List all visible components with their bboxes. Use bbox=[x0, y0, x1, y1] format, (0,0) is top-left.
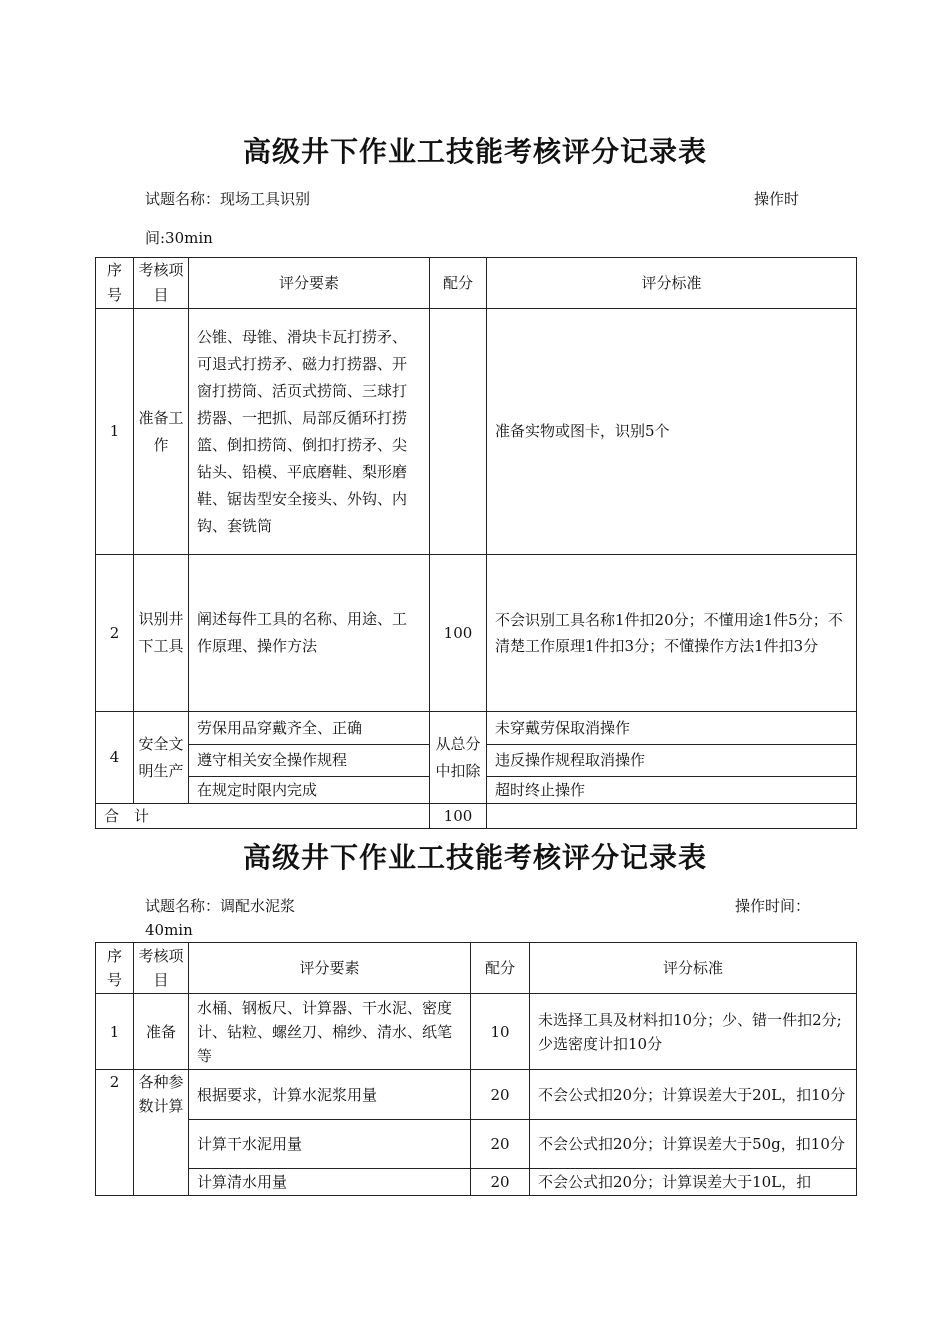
header-criteria: 评分标准 bbox=[530, 943, 857, 994]
row-score: 20 bbox=[471, 1120, 530, 1169]
doc2-score-table bbox=[95, 942, 857, 1196]
row-criteria: 未选择工具及材料扣10分；少、错一件扣2分;少选密度计扣10分 bbox=[530, 994, 857, 1070]
row-elements: 在规定时限内完成 bbox=[189, 777, 430, 804]
row-score: 从总分中扣除 bbox=[430, 712, 487, 804]
header-score: 配分 bbox=[430, 258, 487, 309]
table-row bbox=[96, 555, 857, 712]
header-elements: 评分要素 bbox=[189, 258, 430, 309]
row-elements: 水桶、钢板尺、计算器、干水泥、密度计、钻粒、螺丝刀、棉纱、清水、纸笔等 bbox=[189, 994, 471, 1070]
doc2-time-value: 40min bbox=[145, 921, 193, 939]
row-criteria: 不会识别工具名称1件扣20分；不懂用途1件5分；不清楚工作原理1件扣3分；不懂操作方法1件扣3分 bbox=[487, 555, 857, 712]
row-no: 2 bbox=[96, 555, 134, 712]
header-score: 配分 bbox=[471, 943, 530, 994]
row-criteria: 准备实物或图卡，识别5个 bbox=[487, 309, 857, 555]
row-item: 识别井下工具 bbox=[134, 555, 189, 712]
header-item: 考核项目 bbox=[134, 258, 189, 309]
row-elements: 计算干水泥用量 bbox=[189, 1120, 471, 1169]
total-score: 100 bbox=[430, 804, 487, 829]
row-criteria: 不会公式扣20分；计算误差大于50g，扣10分 bbox=[530, 1120, 857, 1169]
doc2-title: 高级井下作业工技能考核评分记录表 bbox=[242, 841, 707, 874]
doc1-time-label: 操作时 bbox=[754, 190, 800, 208]
row-elements: 计算清水用量 bbox=[189, 1169, 471, 1196]
doc1-score-table bbox=[95, 257, 857, 829]
row-elements: 根据要求，计算水泥浆用量 bbox=[189, 1070, 471, 1120]
row-criteria: 不会公式扣20分；计算误差大于10L，扣 bbox=[530, 1169, 857, 1196]
header-no: 序号 bbox=[96, 943, 134, 994]
row-elements: 劳保用品穿戴齐全、正确 bbox=[189, 712, 430, 745]
row-no: 1 bbox=[96, 309, 134, 555]
table-row bbox=[96, 712, 857, 745]
header-item: 考核项目 bbox=[134, 943, 189, 994]
row-item: 各种参数计算 bbox=[134, 1070, 189, 1196]
table-row bbox=[96, 309, 857, 555]
row-score: 100 bbox=[430, 555, 487, 712]
header-no: 序号 bbox=[96, 258, 134, 309]
row-no: 1 bbox=[96, 994, 134, 1070]
row-score bbox=[430, 309, 487, 555]
doc1-subject: 试题名称：现场工具识别 bbox=[145, 190, 311, 208]
row-item: 准备工作 bbox=[134, 309, 189, 555]
header-elements: 评分要素 bbox=[189, 943, 471, 994]
row-elements: 公锥、母锥、滑块卡瓦打捞矛、可退式打捞矛、磁力打捞器、开窗打捞筒、活页式捞筒、三球打捞器、一把抓、局部反循环打捞篮、倒扣捞筒、倒扣打捞矛、尖钻头、铅模、平底磨鞋、梨形磨鞋、锯齿型安全接头、外钩、内钩、套铣筒 bbox=[189, 309, 430, 555]
total-criteria bbox=[487, 804, 857, 829]
table-header-row bbox=[96, 258, 857, 309]
table-header-row bbox=[96, 943, 857, 994]
row-no: 2 bbox=[96, 1070, 134, 1196]
row-score: 10 bbox=[471, 994, 530, 1070]
doc2-time-label: 操作时间： bbox=[735, 897, 811, 915]
row-no: 4 bbox=[96, 712, 134, 804]
table-row bbox=[96, 1169, 857, 1196]
row-criteria: 未穿戴劳保取消操作 bbox=[487, 712, 857, 745]
row-criteria: 不会公式扣20分；计算误差大于20L，扣10分 bbox=[530, 1070, 857, 1120]
total-label: 合 计 bbox=[96, 804, 430, 829]
row-item: 安全文明生产 bbox=[134, 712, 189, 804]
row-score: 20 bbox=[471, 1070, 530, 1120]
row-elements: 遵守相关安全操作规程 bbox=[189, 745, 430, 777]
row-item: 准备 bbox=[134, 994, 189, 1070]
total-row bbox=[96, 804, 857, 829]
doc1-title: 高级井下作业工技能考核评分记录表 bbox=[242, 135, 707, 168]
doc2-subject: 试题名称：调配水泥浆 bbox=[145, 897, 296, 915]
row-criteria: 超时终止操作 bbox=[487, 777, 857, 804]
row-criteria: 违反操作规程取消操作 bbox=[487, 745, 857, 777]
table-row bbox=[96, 1120, 857, 1169]
row-elements: 阐述每件工具的名称、用途、工作原理、操作方法 bbox=[189, 555, 430, 712]
row-score: 20 bbox=[471, 1169, 530, 1196]
header-criteria: 评分标准 bbox=[487, 258, 857, 309]
table-row bbox=[96, 1070, 857, 1120]
doc1-time-value: 间:30min bbox=[145, 229, 213, 247]
table-row bbox=[96, 994, 857, 1070]
